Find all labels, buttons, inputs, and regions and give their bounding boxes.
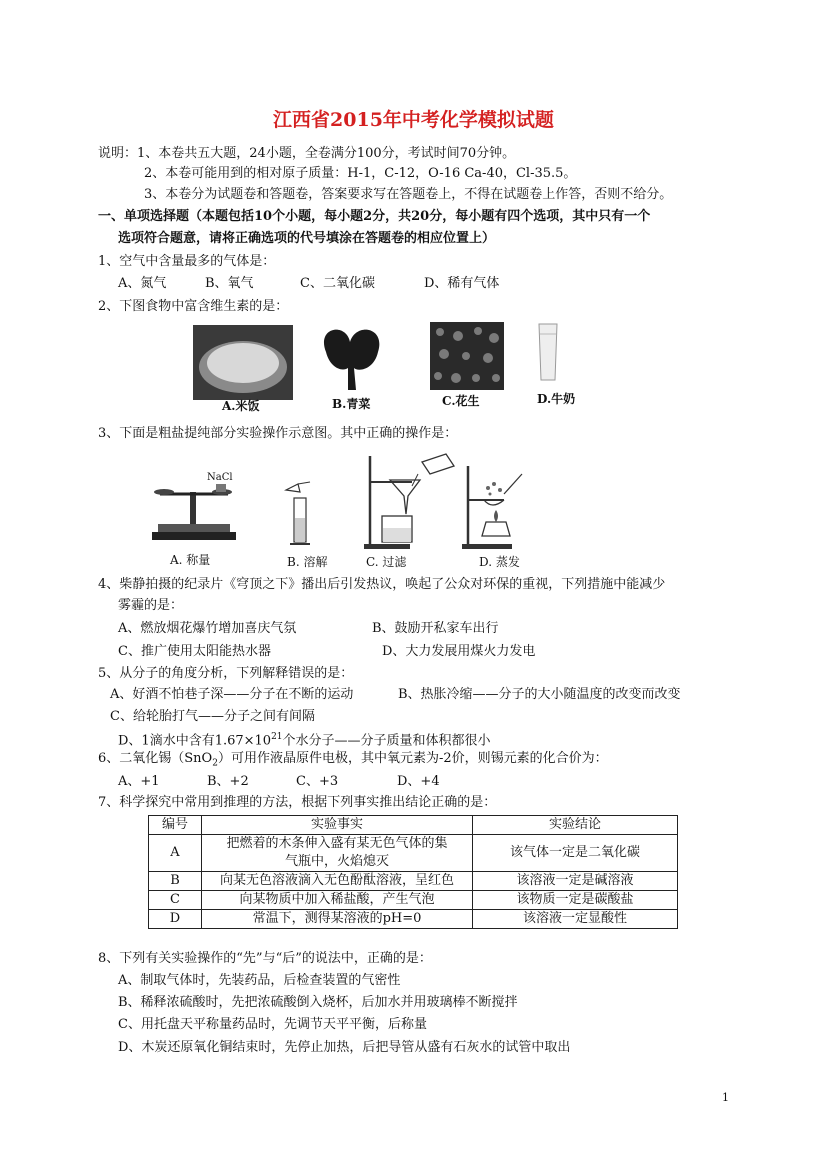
nacl-label: NaCl bbox=[207, 472, 233, 483]
q6-stem-pre: 6、二氧化锡（SnO bbox=[98, 751, 213, 766]
q4-option-d: D、大力发展用煤火力发电 bbox=[382, 644, 536, 659]
q5-option-d bbox=[118, 728, 491, 750]
row-conclusion: 该物质一定是碳酸盐 bbox=[473, 891, 678, 910]
q5-option-a: A、好酒不怕巷子深——分子在不断的运动 bbox=[110, 687, 354, 702]
q4-option-c: C、推广使用太阳能热水器 bbox=[118, 644, 271, 659]
rice-image bbox=[193, 325, 293, 400]
note-2: 2、本卷可能用到的相对原子质量：H-1，C-12，O-16 Ca-40，Cl-35.5。 bbox=[144, 166, 577, 181]
section-heading-line1: 一、单项选择题（本题包括10个小题，每小题2分，共20分，每小题有四个选项，其中只有一个 bbox=[98, 209, 651, 224]
header-id: 编号 bbox=[149, 816, 202, 835]
header-fact: 实验事实 bbox=[202, 816, 473, 835]
filter-image bbox=[360, 452, 460, 550]
q6-stem-subscript: 2 bbox=[212, 758, 218, 769]
table-row bbox=[149, 835, 678, 872]
row-id: C bbox=[149, 891, 202, 910]
q3-label-c: C. 过滤 bbox=[366, 555, 407, 569]
dissolve-image bbox=[280, 478, 320, 548]
q7-table bbox=[148, 815, 678, 929]
q3-label-b: B. 溶解 bbox=[287, 555, 328, 569]
row-id: B bbox=[149, 872, 202, 891]
row-id: D bbox=[149, 910, 202, 929]
q2-stem: 2、下图食物中富含维生素的是： bbox=[98, 299, 289, 314]
header-conclusion: 实验结论 bbox=[473, 816, 678, 835]
q8-option-c: C、用托盘天平称量药品时，先调节天平平衡，后称量 bbox=[118, 1017, 427, 1032]
q4-option-a: A、燃放烟花爆竹增加喜庆气氛 bbox=[118, 621, 297, 636]
row-fact: 向某无色溶液滴入无色酚酞溶液，呈红色 bbox=[202, 872, 473, 891]
row-fact-line2: 气瓶中，火焰熄灭 bbox=[284, 854, 389, 869]
q6-stem bbox=[98, 750, 608, 773]
q5-option-b: B、热胀冷缩——分子的大小随温度的改变而改变 bbox=[398, 687, 681, 702]
q6-option-b: B、+2 bbox=[207, 774, 249, 789]
row-fact: 常温下，测得某溶液的pH=0 bbox=[202, 910, 473, 929]
evaporate-image bbox=[460, 460, 532, 550]
q2-label-c: C.花生 bbox=[442, 394, 480, 408]
q1-option-d: D、稀有气体 bbox=[424, 276, 500, 291]
page-number: 1 bbox=[722, 1091, 729, 1104]
q3-label-d: D. 蒸发 bbox=[479, 555, 520, 569]
q7-stem: 7、科学探究中常用到推理的方法，根据下列事实推出结论正确的是： bbox=[98, 795, 497, 810]
q3-stem: 3、下面是粗盐提纯部分实验操作示意图。其中正确的操作是： bbox=[98, 426, 458, 441]
q3-label-a: A. 称量 bbox=[170, 553, 211, 567]
table-row bbox=[149, 891, 678, 910]
q8-option-a: A、制取气体时，先装药品，后检查装置的气密性 bbox=[118, 973, 401, 988]
q5-option-d-pre: D、1滴水中含有1.67×10 bbox=[118, 733, 272, 749]
q6-option-c: C、+3 bbox=[296, 774, 339, 789]
table-row bbox=[149, 872, 678, 891]
note-1: 说明：1、本卷共五大题，24小题，全卷满分100分，考试时间70分钟。 bbox=[98, 146, 516, 161]
table-row bbox=[149, 910, 678, 929]
q6-stem-post: ）可用作液晶原件电极，其中氧元素为-2价，则锡元素的化合价为： bbox=[217, 751, 608, 766]
page-title: 江西省2015年中考化学模拟试题 bbox=[273, 109, 554, 131]
q2-label-a: A.米饭 bbox=[222, 399, 260, 413]
q6-option-d: D、+4 bbox=[397, 774, 440, 789]
q2-label-b: B.青菜 bbox=[332, 397, 371, 411]
q1-option-b: B、氧气 bbox=[205, 276, 254, 291]
row-fact bbox=[202, 835, 473, 872]
row-conclusion: 该溶液一定显酸性 bbox=[473, 910, 678, 929]
vegetable-image bbox=[316, 322, 388, 394]
row-id: A bbox=[149, 835, 202, 872]
section-heading-line2: 选项符合题意，请将正确选项的代号填涂在答题卷的相应位置上） bbox=[118, 231, 496, 246]
q8-option-b: B、稀释浓硫酸时，先把浓硫酸倒入烧杯，后加水并用玻璃棒不断搅拌 bbox=[118, 995, 518, 1010]
peanut-image bbox=[430, 322, 504, 390]
q4-option-b: B、鼓励开私家车出行 bbox=[372, 621, 499, 636]
row-conclusion: 该溶液一定是碱溶液 bbox=[473, 872, 678, 891]
q2-label-d: D.牛奶 bbox=[537, 392, 576, 406]
row-conclusion: 该气体一定是二氧化碳 bbox=[473, 835, 678, 872]
row-fact: 向某物质中加入稀盐酸，产生气泡 bbox=[202, 891, 473, 910]
row-fact-line1: 把燃着的木条伸入盛有某无色气体的集 bbox=[226, 836, 448, 851]
q5-option-d-post: 个水分子——分子质量和体积都很小 bbox=[282, 733, 491, 749]
q8-stem: 8、下列有关实验操作的“先”与“后”的说法中，正确的是： bbox=[98, 951, 432, 966]
q8-option-d: D、木炭还原氧化铜结束时，先停止加热，后把导管从盛有石灰水的试管中取出 bbox=[118, 1040, 571, 1055]
q1-option-a: A、氮气 bbox=[118, 276, 167, 291]
q5-option-d-exponent: 21 bbox=[271, 732, 283, 742]
q1-stem: 1、空气中含量最多的气体是： bbox=[98, 254, 276, 269]
q4-stem-line1: 4、柴静拍摄的纪录片《穹顶之下》播出后引发热议，唤起了公众对环保的重视，下列措施中能减少 bbox=[98, 577, 666, 592]
q5-option-c: C、给轮胎打气——分子之间有间隔 bbox=[110, 709, 315, 724]
note-3: 3、本卷分为试题卷和答题卷，答案要求写在答题卷上，不得在试题卷上作答，否则不给分。 bbox=[144, 187, 673, 202]
q1-option-c: C、二氧化碳 bbox=[300, 276, 375, 291]
table-header-row bbox=[149, 816, 678, 835]
q5-stem: 5、从分子的角度分析，下列解释错误的是： bbox=[98, 666, 354, 681]
q4-stem-line2: 雾霾的是： bbox=[118, 598, 184, 613]
milk-image bbox=[536, 322, 560, 384]
q6-option-a: A、+1 bbox=[118, 774, 160, 789]
